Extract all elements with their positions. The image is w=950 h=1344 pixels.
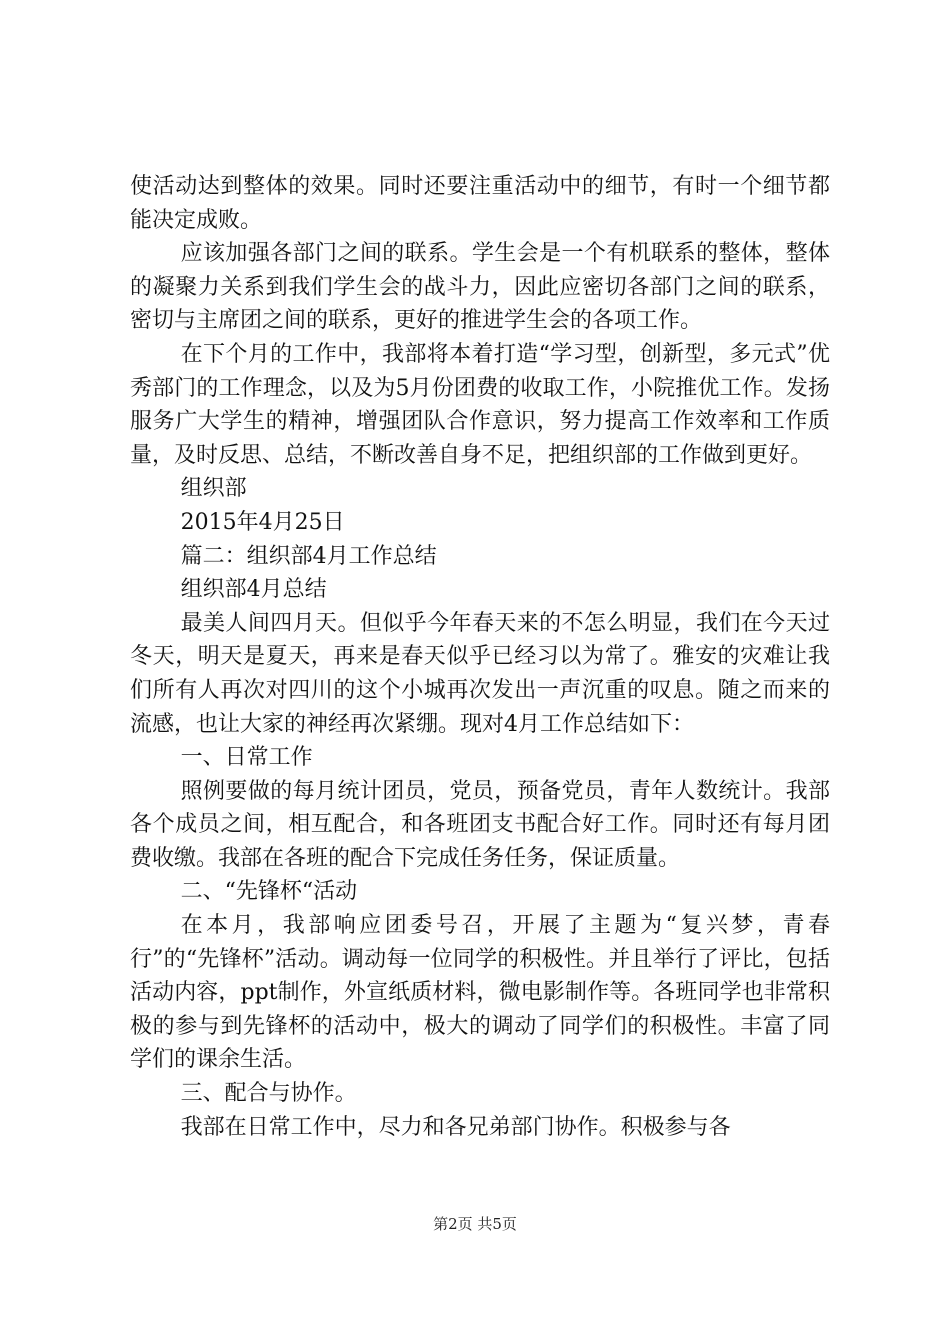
heading-cooperation: 三、配合与协作。 [180, 1081, 357, 1107]
page-number: 第2页 共5页 [433, 1215, 517, 1233]
signature-department: 组织部 [180, 476, 247, 502]
document-body [130, 170, 830, 1144]
signature-date: 2015年4月25日 [180, 509, 345, 535]
heading-pioneer-cup: 二、“先锋杯“活动 [180, 879, 358, 905]
paragraph-2: 应该加强各部门之间的联系。学生会是一个有机联系的整体，整体的凝聚力关系到我们学生会的战斗力，因此应密切各部门之间的联系，密切与主席团之间的联系，更好的推进学生会的各项工作。 [130, 241, 830, 334]
paragraph-1: 使活动达到整体的效果。同时还要注重活动中的细节，有时一个细节都能决定成败。 [130, 174, 830, 233]
section-subtitle: 组织部4月总结 [180, 577, 327, 603]
heading-daily-work: 一、日常工作 [180, 745, 313, 771]
paragraph-cooperation: 我部在日常工作中，尽力和各兄弟部门协作。积极参与各 [180, 1114, 731, 1140]
paragraph-3: 在下个月的工作中，我部将本着打造“学习型，创新型，多元式”优秀部门的工作理念，以及为5月份团费的收取工作，小院推优工作。发扬服务广大学生的精神，增强团队合作意识，努力提高工作效率和工作质量，及时反思、总结，不断改善自身不足，把组织部的工作做到更好。 [130, 341, 830, 468]
paragraph-intro: 最美人间四月天。但似乎今年春天来的不怎么明显，我们在今天过冬天，明天是夏天，再来是春天似乎已经习以为常了。雅安的灾难让我们所有人再次对四川的这个小城再次发出一声沉重的叹息。随之而来的流感，也让大家的神经再次紧绷。现对4月工作总结如下： [130, 610, 830, 737]
paragraph-daily-work: 照例要做的每月统计团员，党员，预备党员，青年人数统计。我部各个成员之间，相互配合，和各班团支书配合好工作。同时还有每月团费收缴。我部在各班的配合下完成任务任务，保证质量。 [130, 778, 830, 871]
paragraph-pioneer-cup: 在本月，我部响应团委号召，开展了主题为“复兴梦，青春行”的“先锋杯”活动。调动每一位同学的积极性。并且举行了评比，包括活动内容，ppt制作，外宣纸质材料，微电影制作等。各班同学也非常积极的参与到先锋杯的活动中，极大的调动了同学们的积极性。丰富了同学们的课余生活。 [130, 913, 830, 1073]
section-title: 篇二：组织部4月工作总结 [180, 543, 437, 569]
